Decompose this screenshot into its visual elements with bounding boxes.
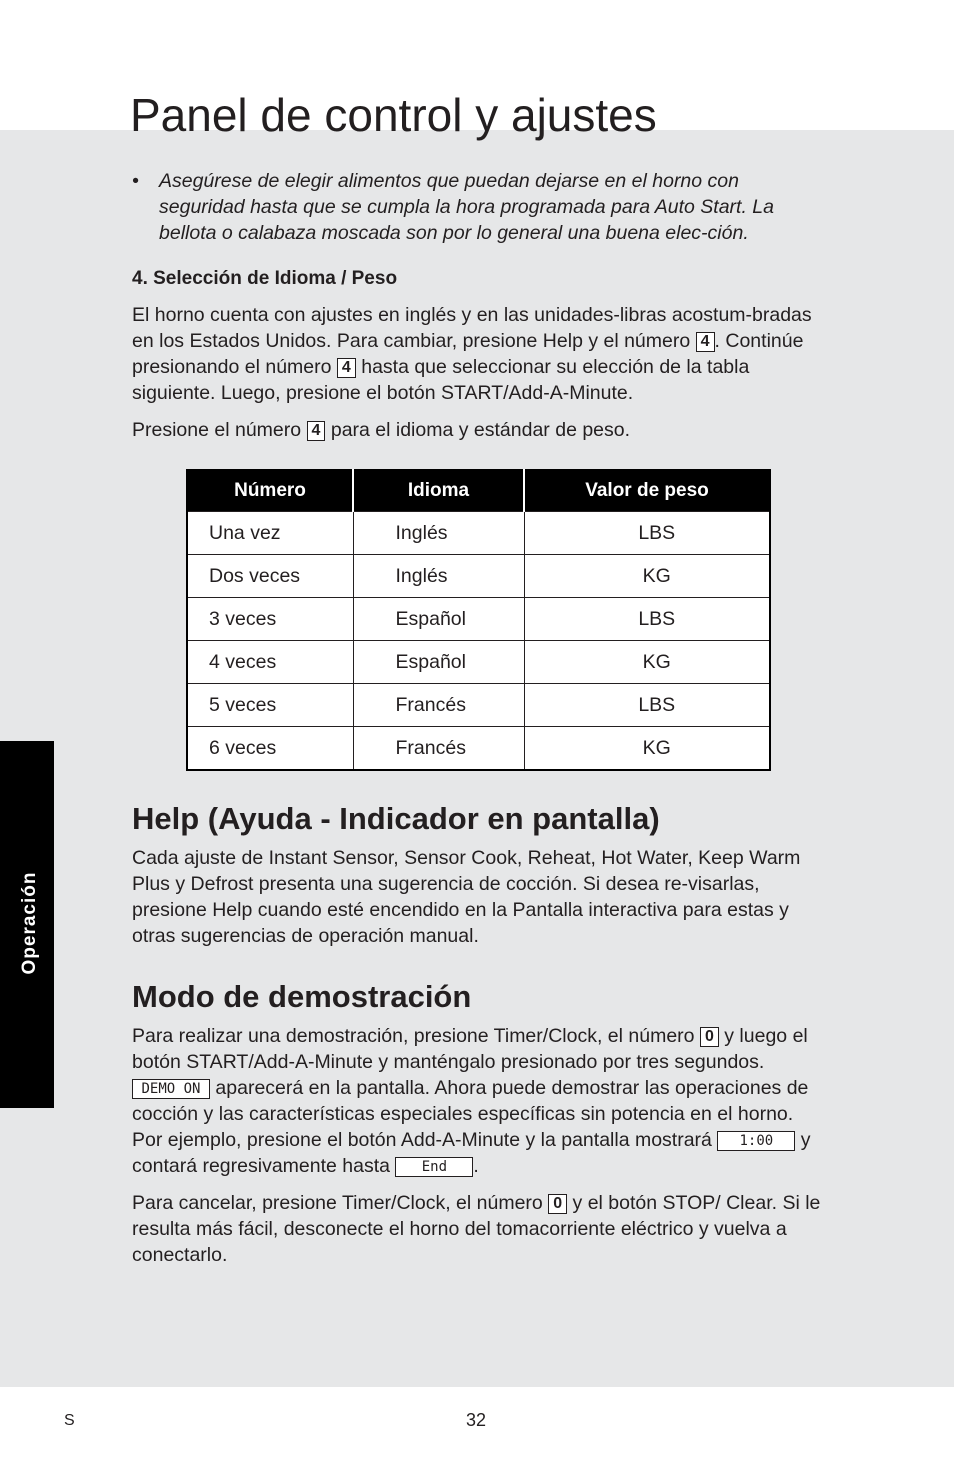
key-4: 4	[337, 358, 356, 378]
cell-idioma: Francés	[353, 684, 524, 727]
demo-paragraph	[132, 1023, 826, 1179]
table-row	[187, 727, 770, 771]
cell-idioma: Francés	[353, 727, 524, 771]
cell-numero: Dos veces	[187, 555, 353, 598]
lcd-end: End	[395, 1157, 473, 1177]
main-content	[132, 168, 826, 1279]
demo-heading: Modo de demostración	[132, 979, 472, 1014]
bullet-icon: •	[132, 170, 139, 192]
demo-text-4: y contará regresivamente hasta	[132, 1129, 811, 1177]
demo-text-3: aparecerá en la pantalla. Ahora puede demostrar las operaciones de cocción y las características especiales específicas sin potencia en el horno. Por ejemplo, presione el botón Add-A-Minute y la pantalla mostrará	[132, 1077, 809, 1151]
language-text-3: hasta que seleccionar su elección de la tabla siguiente. Luego, presione el botón START/Add-A-Minute.	[132, 356, 750, 404]
demo-cancel-paragraph	[132, 1190, 826, 1268]
table-row	[187, 555, 770, 598]
table-row	[187, 684, 770, 727]
key-4: 4	[696, 332, 715, 352]
key-0: 0	[700, 1027, 719, 1047]
cell-peso: KG	[524, 555, 770, 598]
table-row	[187, 641, 770, 684]
header-idioma: Idioma	[353, 470, 524, 512]
cell-numero: Una vez	[187, 512, 353, 555]
bullet-text: Asegúrese de elegir alimentos que puedan dejarse en el horno con seguridad hasta que se cumpla la hora programada para Auto Start. La bellota o calabaza moscada son por lo general una buena elec-ción.	[159, 170, 774, 244]
key-4: 4	[307, 421, 326, 441]
cell-numero: 6 veces	[187, 727, 353, 771]
language-table	[186, 469, 771, 771]
footer-language-code: S	[64, 1412, 75, 1429]
key-0: 0	[548, 1194, 567, 1214]
language-heading: 4. Selección de Idioma / Peso	[132, 268, 398, 289]
instruction-text-1: Presione el número	[132, 419, 302, 441]
demo-text-5: .	[473, 1155, 479, 1177]
cell-idioma: Inglés	[353, 555, 524, 598]
demo-text-1: Para realizar una demostración, presione Timer/Clock, el número	[132, 1025, 695, 1047]
cell-peso: LBS	[524, 598, 770, 641]
cell-peso: LBS	[524, 512, 770, 555]
help-paragraph: Cada ajuste de Instant Sensor, Sensor Cook, Reheat, Hot Water, Keep Warm Plus y Defrost presenta una sugerencia de cocción. Si desea re-visarlas, presione Help cuando esté encendido en la Pantalla interactiva para estas y otras sugerencias de operación manual.	[132, 847, 801, 947]
cell-peso: KG	[524, 641, 770, 684]
instruction-text-2: para el idioma y estándar de peso.	[330, 419, 631, 441]
cell-idioma: Inglés	[353, 512, 524, 555]
language-instruction	[132, 417, 826, 443]
language-paragraph	[132, 302, 826, 406]
bullet-note	[132, 168, 826, 246]
demo-text-2: y luego el botón START/Add-A-Minute y manténgalo presionado por tres segundos.	[132, 1025, 808, 1073]
page-number: 32	[466, 1410, 487, 1430]
cell-idioma: Español	[353, 598, 524, 641]
help-heading: Help (Ayuda - Indicador en pantalla)	[132, 801, 660, 836]
table-row	[187, 512, 770, 555]
page-title: Panel de control y ajustes	[130, 89, 657, 141]
cell-numero: 5 veces	[187, 684, 353, 727]
header-numero: Número	[187, 470, 353, 512]
cancel-text-2: y el botón STOP/ Clear. Si le resulta más fácil, desconecte el horno del tomacorriente eléctrico y vuelva a conectarlo.	[132, 1192, 821, 1266]
lcd-time: 1:00	[717, 1131, 795, 1151]
lcd-demo-on: DEMO ON	[132, 1079, 210, 1099]
cancel-text-1: Para cancelar, presione Timer/Clock, el número	[132, 1192, 543, 1214]
cell-numero: 4 veces	[187, 641, 353, 684]
language-text-2: . Continúe presionando el número	[132, 330, 804, 378]
header-valor: Valor de peso	[524, 470, 770, 512]
cell-peso: LBS	[524, 684, 770, 727]
side-tab-label: Operación	[19, 871, 40, 975]
table-header-row	[187, 470, 770, 512]
cell-numero: 3 veces	[187, 598, 353, 641]
table-row	[187, 598, 770, 641]
language-text-1: El horno cuenta con ajustes en inglés y en las unidades-libras acostum-bradas en los Estados Unidos. Para cambiar, presione Help y el número	[132, 304, 812, 352]
cell-idioma: Español	[353, 641, 524, 684]
cell-peso: KG	[524, 727, 770, 771]
